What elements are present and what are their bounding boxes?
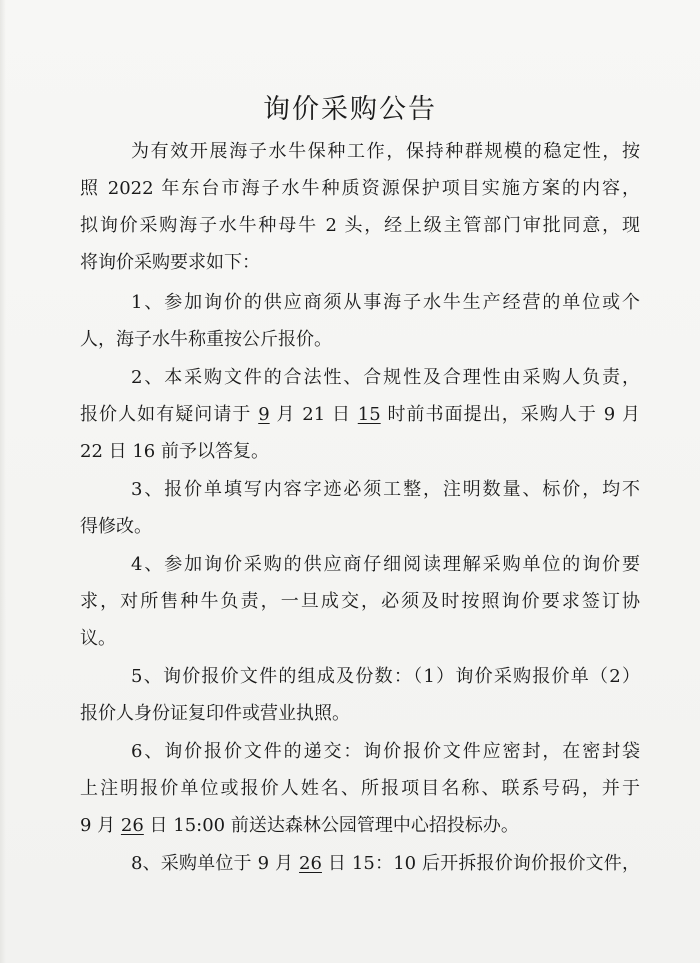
item4-line-1: 4、参加询价采购的供应商仔细阅读理解采购单位的询价要 xyxy=(131,554,640,575)
item4-line-3: 议。 xyxy=(80,628,116,649)
item2-line-3: 22 日 16 前予以答复。 xyxy=(80,441,269,462)
item2-line-2 xyxy=(80,403,640,427)
item3-line-1: 3、报价单填写内容字迹必须工整，注明数量、标价，均不 xyxy=(131,479,640,500)
intro-line-1: 为有效开展海子水牛保种工作，保持种群规模的稳定性，按 xyxy=(131,141,640,162)
intro-line-3: 拟询价采购海子水牛种母牛 2 头，经上级主管部门审批同意，现 xyxy=(80,215,640,236)
item6-line-3 xyxy=(80,814,640,838)
item6-line-3-part-b: 日 15:00 前送达森林公园管理中心招投标办。 xyxy=(143,815,519,836)
page-title: 询价采购公告 xyxy=(263,94,437,125)
item2-hour-underlined: 15 xyxy=(357,404,381,425)
item8-line-1-part-a: 8、采购单位于 9 月 xyxy=(131,853,300,874)
item2-month-underlined: 9 xyxy=(258,404,270,425)
item8-day-underlined: 26 xyxy=(299,853,322,874)
item6-day-underlined: 26 xyxy=(120,815,144,836)
item8-line-1-part-b: 日 15：10 后开拆报价询价报价文件， xyxy=(321,853,640,874)
item2-line-1: 2、本采购文件的合法性、合规性及合理性由采购人负责， xyxy=(131,367,640,388)
item4-line-2: 求，对所售种牛负责，一旦成交，必须及时按照询价要求签订协 xyxy=(80,591,640,612)
item1-line-2: 人，海子水牛称重按公斤报价。 xyxy=(80,329,332,350)
item8-line-1 xyxy=(131,852,640,876)
item2-line-2-part-a: 报价人如有疑问请于 xyxy=(80,404,259,425)
item5-line-2: 报价人身份证复印件或营业执照。 xyxy=(80,703,350,724)
page-fold-shadow xyxy=(0,0,6,963)
intro-line-4: 将询价采购要求如下： xyxy=(80,252,260,273)
item6-line-3-part-a: 9 月 xyxy=(80,815,121,836)
intro-line-2: 照 2022 年东台市海子水牛种质资源保护项目实施方案的内容， xyxy=(80,178,640,199)
item6-line-2: 上注明报价单位或报价人姓名、所报项目名称、联系号码，并于 xyxy=(80,778,640,799)
item3-line-2: 得修改。 xyxy=(80,516,152,537)
item2-line-2-part-c: 时前书面提出，采购人于 9 月 xyxy=(380,404,640,425)
item6-line-1: 6、询价报价文件的递交：询价报价文件应密封，在密封袋 xyxy=(131,741,640,762)
item5-line-1: 5、询价报价文件的组成及份数：（1）询价采购报价单（2） xyxy=(131,666,640,687)
item1-line-1: 1、参加询价的供应商须从事海子水牛生产经营的单位或个 xyxy=(131,292,640,313)
item2-line-2-part-b: 月 21 日 xyxy=(269,404,358,425)
